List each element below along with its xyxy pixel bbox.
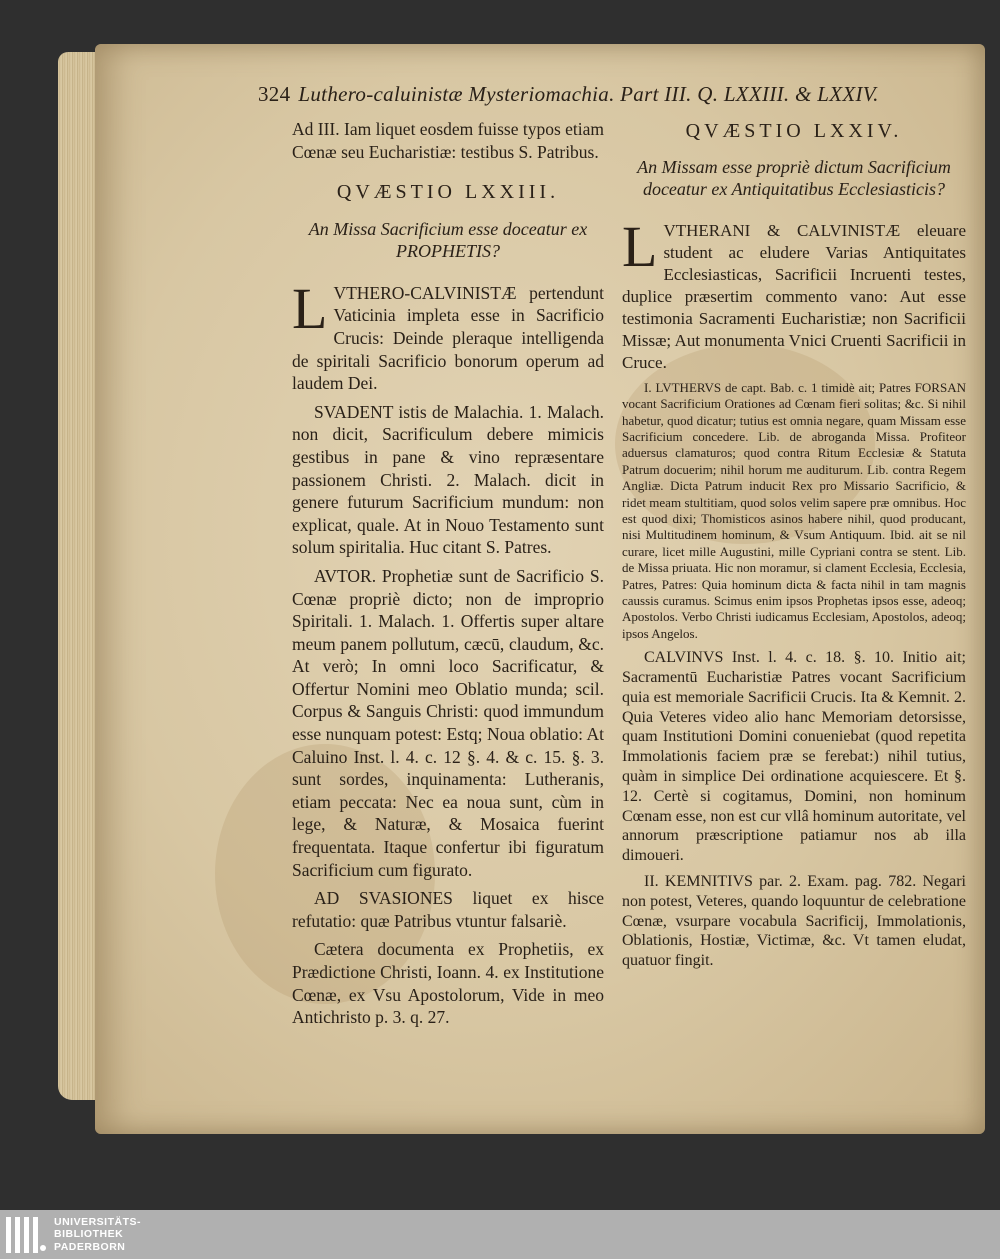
page-number: 324 [258,82,291,106]
left-column [292,118,604,1035]
paragraph: VTHERANI & CALVINISTÆ eleuare student ac eludere Varias Antiquitates Ecclesiasticas, Sacrificii Incruenti testes, duplice præsertim commento vano: Aut esse testimonia Sacramenti Eucharistiæ; non Sacrificii Missæ; Aut monumenta Vnici Cruenti Sacrificii in Cruce. [622,220,966,372]
paragraph: Cætera documenta ex Prophetiis, ex Prædictione Christi, Ioann. 4. ex Institutione Cœnæ, ex Vsu Apostolorum, Vide in meo Antichristo p. 3. q. 27. [292,939,604,1028]
library-name [54,1216,141,1254]
running-title: Luthero-caluinistæ Mysteriomachia. Part III. Q. LXXIII. & LXXIV. [298,82,879,106]
library-logo-icon [6,1215,46,1255]
paragraph: AVTOR. Prophetiæ sunt de Sacrificio S. Cœnæ propriè dicto; non de improprio Spiritali. 1. Malach. 1. Offertis super altare meum panem pollutum, cæcū, claudum, &c. At verò; In omni loco Sacrificatur, & Offertur Nomini meo Oblatio munda; scil. Corpus & Sanguis Christi: quod immundum esse nunquam potest: Estq; Noua oblatio: At Caluino Inst. l. 4. c. 12 §. 4. & c. 15. §. 3. sunt sordes, inquinamenta: Lutheranis, etiam peccata: Nec ea noua sunt, cùm in lege, & Naturæ, & Mosaica fuerint frequentata. Itaque confertur ibi figuratum Sacrificium cum figurato. [292,565,604,880]
drop-cap: L [622,213,658,279]
running-head [258,82,898,107]
drop-cap: L [292,275,328,341]
question-74-subtitle: An Missam esse propriè dictum Sacrificium doceatur ex Antiquitatibus Ecclesiasticis? [637,156,951,199]
question-73-subtitle: An Missa Sacrificium esse doceatur ex PROPHETIS? [308,218,588,261]
paragraph: VTHERO-CALVINISTÆ pertendunt Vaticinia impleta esse in Sacrificio Crucis: Deinde pleraque intelligenda de spiritali Sacrificio bonorum operum ad laudem Dei. [292,282,604,394]
library-name-line: BIBLIOTHEK [54,1228,124,1241]
paragraph: CALVINVS Inst. l. 4. c. 18. §. 10. Initio ait; Sacramentū Eucharistiæ Patres vocant Sacrificium quia est memoriale Sacrificii Crucis. Ita & Kemnit. 2. Quia Veteres video alio hanc Memoriam detorsisse, quam Institutioni Domini conueniebat (quod repetita Immolationis faciem præ se ferebat:) nihil tutius, quàm in simplice Dei ordinatione acquiescere. Et §. 12. Certè si cogitamus, Domini, non hominum Cœnam esse, non est cur vllâ hominum autoritate, vel annorum præscriptione patiamur nos ab illa dimoueri. [622,649,966,865]
question-74-title: QVÆSTIO LXXIV. [685,120,903,142]
footer-bar [0,1210,1000,1259]
library-name-line: PADERBORN [54,1240,126,1253]
paragraph: I. LVTHERVS de capt. Bab. c. 1 timidè ait; Patres FORSAN vocant Sacrificium Orationes ad Cœnam fieri solitas; &c. Si nihil habetur, quod dicatur; tutius est omnia negare, quam Missam esse Sacrificium concedere. Lib. de abroganda Missa. Profiteor aduersus clamaturos; quod contra Ritum Ecclesiæ & Statuta Patrum docuerim; nihil horum me auditurum. Lib. contra Regem Angliæ. Dicta Patrum inducit Rex pro Missario Sacrificio, & ridet meam stultitiam, quod solos velim sapere præ omnibus. Hoc est quod dixi; Thomisticos asinos habere nihil, quod producant, nisi Multitudinem hominum, & Vsum Antiquum. Ibid. ait se nil curare, licet mille Augustini, mille Cypriani contra se stent. Lib. de Missa priuata. Hic non moramur, si clament Ecclesia, Ecclesia, Patres, Patres: Quia hominum dicta & facta nihil in tam magnis caussis curamus. Scimus enim ipsos Prophetas ipsos esse, adeoq; Apostolos. Verbo Christi iudicamus Ecclesiam, Apostolos, adeoq; ipsos Angelos. [622,379,966,641]
right-column [622,118,966,977]
intro-paragraph: Ad III. Iam liquet eosdem fuisse typos etiam Cœnæ seu Eucharistiæ: testibus S. Patribus. [292,119,605,162]
paragraph: SVADENT istis de Malachia. 1. Malach. non dicit, Sacrificulum debere mimicis gestibus in pane & vino repræsentare passionem Christi. 2. Malach. dicit in genere futurum Sacrificium mundum: non explicat, quale. At in Nouo Testamento sunt solum spiritalia. Huc citant S. Patres. [292,401,604,558]
question-73-title: QVÆSTIO LXXIII. [336,181,560,204]
paragraph: II. KEMNITIVS par. 2. Exam. pag. 782. Negari non potest, Veteres, quando loquuntur de celebratione Cœnæ, vsurpare vocabula Sacrificij, Immolationis, Oblationis, Hostiæ, Victimæ, &c. Vt tamen eludat, quatuor fingit. [622,873,966,970]
library-name-line: UNIVERSITÄTS- [54,1215,142,1228]
paragraph: AD SVASIONES liquet ex hisce refutatio: quæ Patribus vtuntur falsariè. [292,888,604,931]
